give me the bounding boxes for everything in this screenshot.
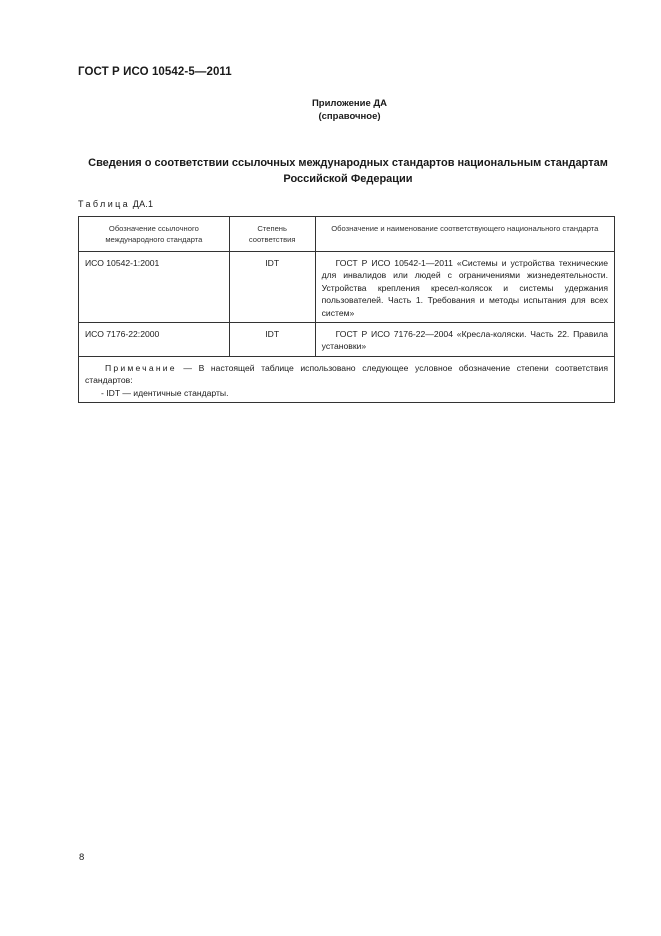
page-number: 8 [79, 852, 85, 863]
table-note [79, 356, 615, 402]
cell-international: ИСО 7176-22:2000 [79, 323, 230, 357]
table-row [79, 252, 615, 323]
table-caption-id: ДА.1 [132, 199, 154, 209]
cell-degree: IDT [229, 252, 315, 323]
cell-international: ИСО 10542-1:2001 [79, 252, 230, 323]
document-code: ГОСТ Р ИСО 10542-5—2011 [78, 66, 232, 78]
table-note-row [79, 356, 615, 402]
appendix-title: Приложение ДА [311, 98, 388, 109]
column-header-national: Обозначение и наименование соответствующего национального стандарта [315, 217, 614, 252]
correspondence-table [78, 216, 615, 403]
table-caption [78, 199, 153, 209]
cell-national [315, 323, 614, 357]
table-row [79, 323, 615, 357]
appendix-subtitle: (справочное) [318, 111, 381, 122]
table-caption-prefix: Таблица [78, 199, 131, 209]
column-header-international: Обозначение ссылочного международного стандарта [79, 217, 230, 252]
column-header-degree: Степень соответствия [229, 217, 315, 252]
cell-national-text: ГОСТ Р ИСО 7176-22—2004 «Кресла-коляски. Часть 22. Правила установки» [321, 329, 608, 352]
note-text: — В настоящей таблице использовано следующее условное обозначение степени соответствия стандартов: [85, 362, 608, 386]
note-label: Примечание [105, 362, 177, 373]
cell-national-text: ГОСТ Р ИСО 10542-1—2011 «Системы и устройства технические для инвалидов или людей с ограничениями жизнедеятельности. Устройства крепления кресел-колясок и системы удержания пользователей. Часть 1. Требования и методы испытания для всех систем» [321, 258, 608, 318]
cell-degree: IDT [229, 323, 315, 357]
cell-national [315, 252, 614, 323]
section-heading: Сведения о соответствии ссылочных международных стандартов национальным стандартам Российской Федерации [88, 157, 608, 185]
table-header-row [79, 217, 615, 252]
note-item: - IDT — идентичные стандарты. [101, 387, 229, 398]
appendix-title-block [0, 97, 661, 123]
